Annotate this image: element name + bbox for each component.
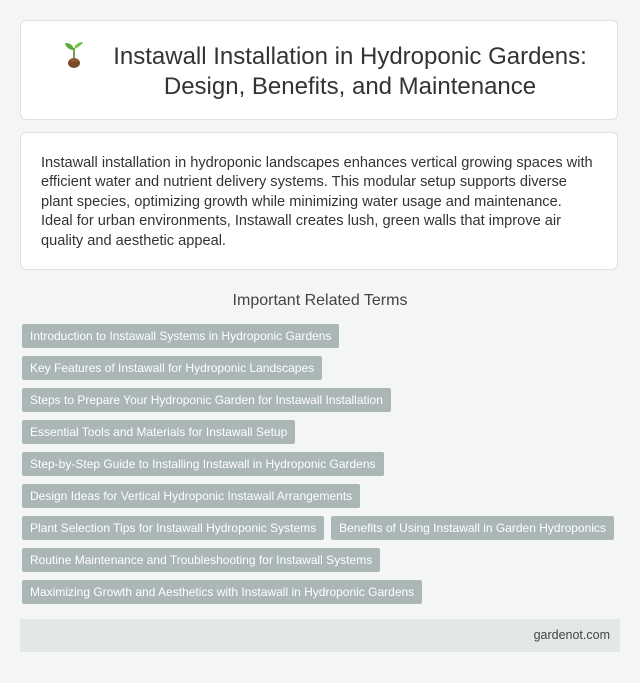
footer-site-link[interactable]: gardenot.com bbox=[533, 628, 610, 642]
summary-text: Instawall installation in hydroponic landscapes enhances vertical growing spaces with efficient water and nutrient delivery systems. This modular setup supports diverse plant species, optimizing growth while minimizing water usage and maintenance. Ideal for urban environments, Instawall creates lush, green walls that improve air quality and aesthetic appeal. bbox=[41, 155, 593, 249]
summary-card bbox=[20, 132, 618, 270]
related-term-tag[interactable]: Routine Maintenance and Troubleshooting for Instawall Systems bbox=[22, 548, 380, 572]
footer bbox=[20, 619, 620, 652]
related-terms-list bbox=[22, 324, 622, 612]
related-term-tag[interactable]: Design Ideas for Vertical Hydroponic Instawall Arrangements bbox=[22, 484, 360, 508]
related-terms-heading: Important Related Terms bbox=[232, 292, 408, 309]
related-term-tag[interactable]: Steps to Prepare Your Hydroponic Garden for Instawall Installation bbox=[22, 388, 391, 412]
related-term-tag[interactable]: Step-by-Step Guide to Installing Instawall in Hydroponic Gardens bbox=[22, 452, 384, 476]
related-term-tag[interactable]: Plant Selection Tips for Instawall Hydroponic Systems bbox=[22, 516, 324, 540]
page-title: Instawall Installation in Hydroponic Gardens: Design, Benefits, and Maintenance bbox=[113, 43, 587, 100]
related-term-tag[interactable]: Key Features of Instawall for Hydroponic Landscapes bbox=[22, 356, 322, 380]
related-term-tag[interactable]: Introduction to Instawall Systems in Hydroponic Gardens bbox=[22, 324, 339, 348]
related-term-tag[interactable]: Benefits of Using Instawall in Garden Hydroponics bbox=[331, 516, 614, 540]
sprout-icon bbox=[62, 41, 86, 71]
related-term-tag[interactable]: Maximizing Growth and Aesthetics with Instawall in Hydroponic Gardens bbox=[22, 580, 422, 604]
related-term-tag[interactable]: Essential Tools and Materials for Instawall Setup bbox=[22, 420, 295, 444]
